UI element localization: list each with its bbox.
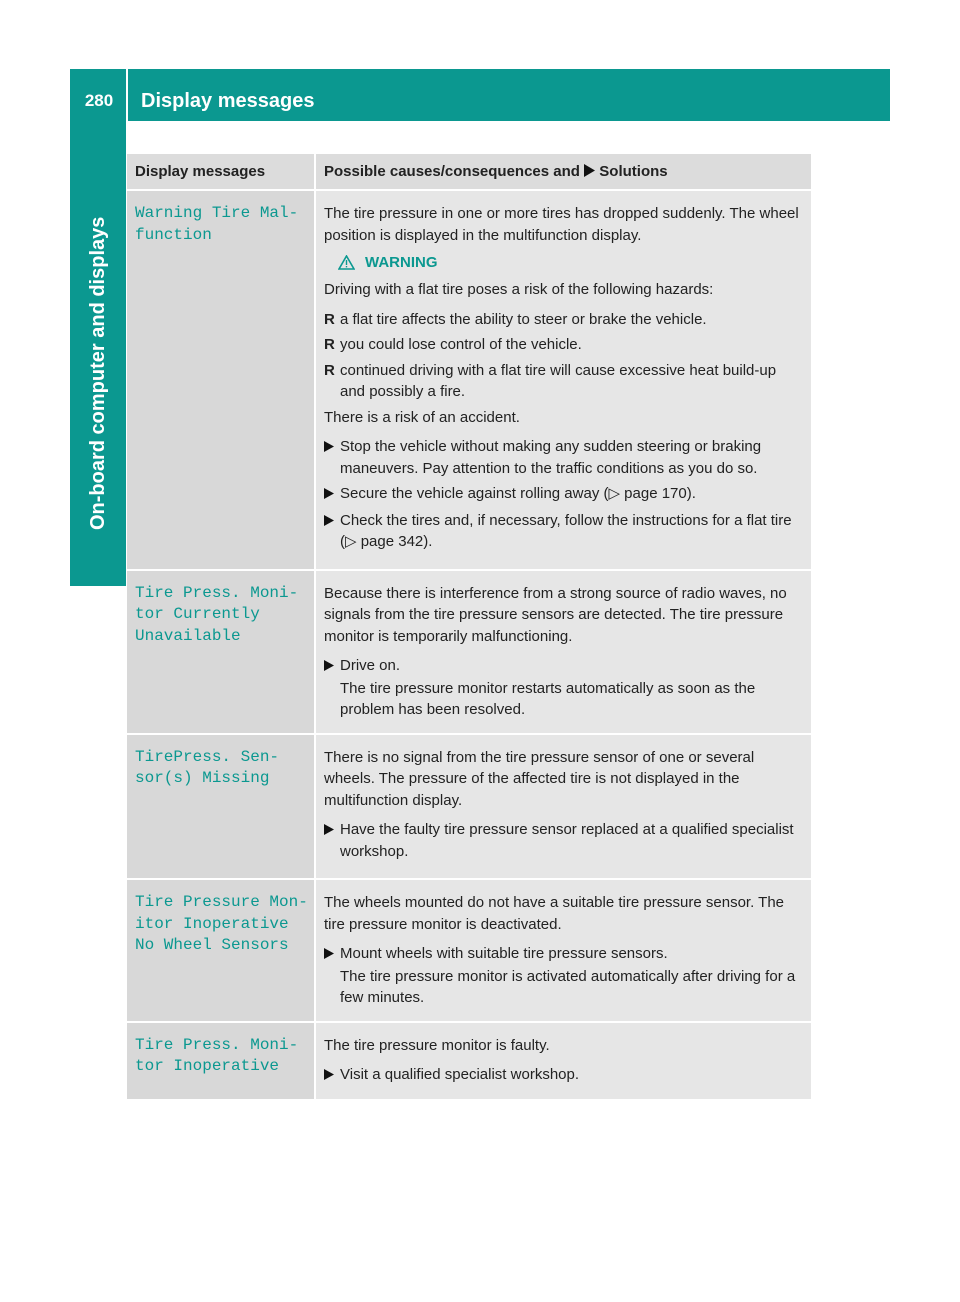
warning-triangle-icon — [338, 255, 355, 270]
section-title: On-board computer and displays — [87, 216, 109, 530]
hazard-text: a flat tire affects the ability to steer or brake the vehicle. — [340, 310, 707, 328]
step-text: Secure the vehicle against rolling away (▷ page 170). — [340, 485, 696, 502]
cause-text: The tire pressure monitor is faulty. — [324, 1036, 550, 1054]
hazard-text: you could lose control of the vehicle. — [340, 336, 582, 353]
solution-step — [324, 943, 803, 966]
warning-label: WARNING — [365, 254, 438, 271]
cause-text: The tire pressure in one or more tires has dropped suddenly. The wheel position is displayed in the multifunction display. — [324, 205, 799, 244]
solution-step — [324, 655, 803, 678]
solution-step — [324, 819, 803, 862]
step-arrow-icon — [324, 824, 334, 835]
step-result: The tire pressure monitor is activated automatically after driving for a few minutes. — [340, 967, 796, 1006]
step-arrow-icon — [324, 1069, 334, 1080]
play-arrow-icon — [584, 164, 595, 177]
step-arrow-icon — [324, 441, 334, 452]
table-row — [127, 191, 811, 571]
hazard-text: continued driving with a flat tire will cause excessive heat build-up and possibly a fire. — [340, 361, 777, 400]
step-arrow-icon — [324, 660, 334, 671]
display-messages-table — [127, 154, 811, 1099]
step-text: Visit a qualified specialist workshop. — [340, 1066, 580, 1083]
solution-step — [324, 1064, 803, 1087]
step-arrow-icon — [324, 515, 334, 526]
table-row — [127, 735, 811, 881]
step-text: Have the faulty tire pressure sensor replaced at a qualified specialist workshop. — [340, 821, 794, 860]
page-number: 280 — [84, 91, 114, 110]
warning-heading — [338, 254, 803, 271]
page-header — [70, 69, 890, 121]
bullet-marker: R — [324, 310, 335, 328]
display-message: Tire Press. Moni‐ tor Inoperative — [135, 1035, 299, 1075]
display-message: Tire Pressure Mon‐ itor Inoperative No Wheel Sensors — [135, 893, 308, 954]
table-header-row — [127, 154, 811, 191]
step-text: Stop the vehicle without making any sudden steering or braking maneuvers. Pay attention to the traffic conditions as you do so. — [340, 438, 762, 477]
hazard-item — [324, 309, 803, 331]
header-divider — [126, 69, 128, 121]
step-arrow-icon — [324, 488, 334, 499]
hazard-intro: Driving with a flat tire poses a risk of the following hazards: — [324, 281, 714, 298]
column-header-solutions — [314, 154, 811, 189]
bullet-marker: R — [324, 336, 335, 353]
risk-text: There is a risk of an accident. — [324, 408, 520, 426]
display-message: TirePress. Sen‐ sor(s) Missing — [135, 747, 280, 787]
hazard-item — [324, 334, 803, 356]
step-text: Drive on. — [340, 657, 401, 674]
table-row — [127, 880, 811, 1023]
bullet-marker: R — [324, 361, 335, 379]
solution-step — [324, 483, 803, 506]
column-header-messages: Display messages — [127, 154, 314, 189]
table-row — [127, 571, 811, 735]
step-arrow-icon — [324, 948, 334, 959]
hazard-item — [324, 360, 803, 403]
column-header-solutions-label: Possible causes/consequences and — [324, 163, 585, 180]
column-header-solutions-label-end: Solutions — [595, 163, 668, 180]
cause-text: Because there is interference from a strong source of radio waves, no signals from the tire pressure sensors are detected. The tire pressure monitor is temporarily malfunctioning. — [324, 584, 787, 645]
solution-step — [324, 510, 803, 553]
page-title: Display messages — [141, 90, 315, 112]
step-result: The tire pressure monitor restarts automatically as soon as the problem has been resolved. — [340, 679, 756, 718]
cause-text: The wheels mounted do not have a suitable tire pressure sensor. The tire pressure monitor is deactivated. — [324, 894, 784, 933]
display-message: Warning Tire Mal‐ function — [135, 204, 299, 244]
table-row — [127, 1023, 811, 1099]
solution-step — [324, 436, 803, 479]
display-message: Tire Press. Moni‐ tor Currently Unavailable — [135, 583, 299, 645]
cause-text: There is no signal from the tire pressure sensor of one or several wheels. The pressure of the affected tire is not displayed in the multifunction display. — [324, 748, 755, 809]
step-text: Check the tires and, if necessary, follow the instructions for a flat tire (▷ page 342). — [340, 511, 792, 550]
step-text: Mount wheels with suitable tire pressure sensors. — [340, 945, 668, 962]
